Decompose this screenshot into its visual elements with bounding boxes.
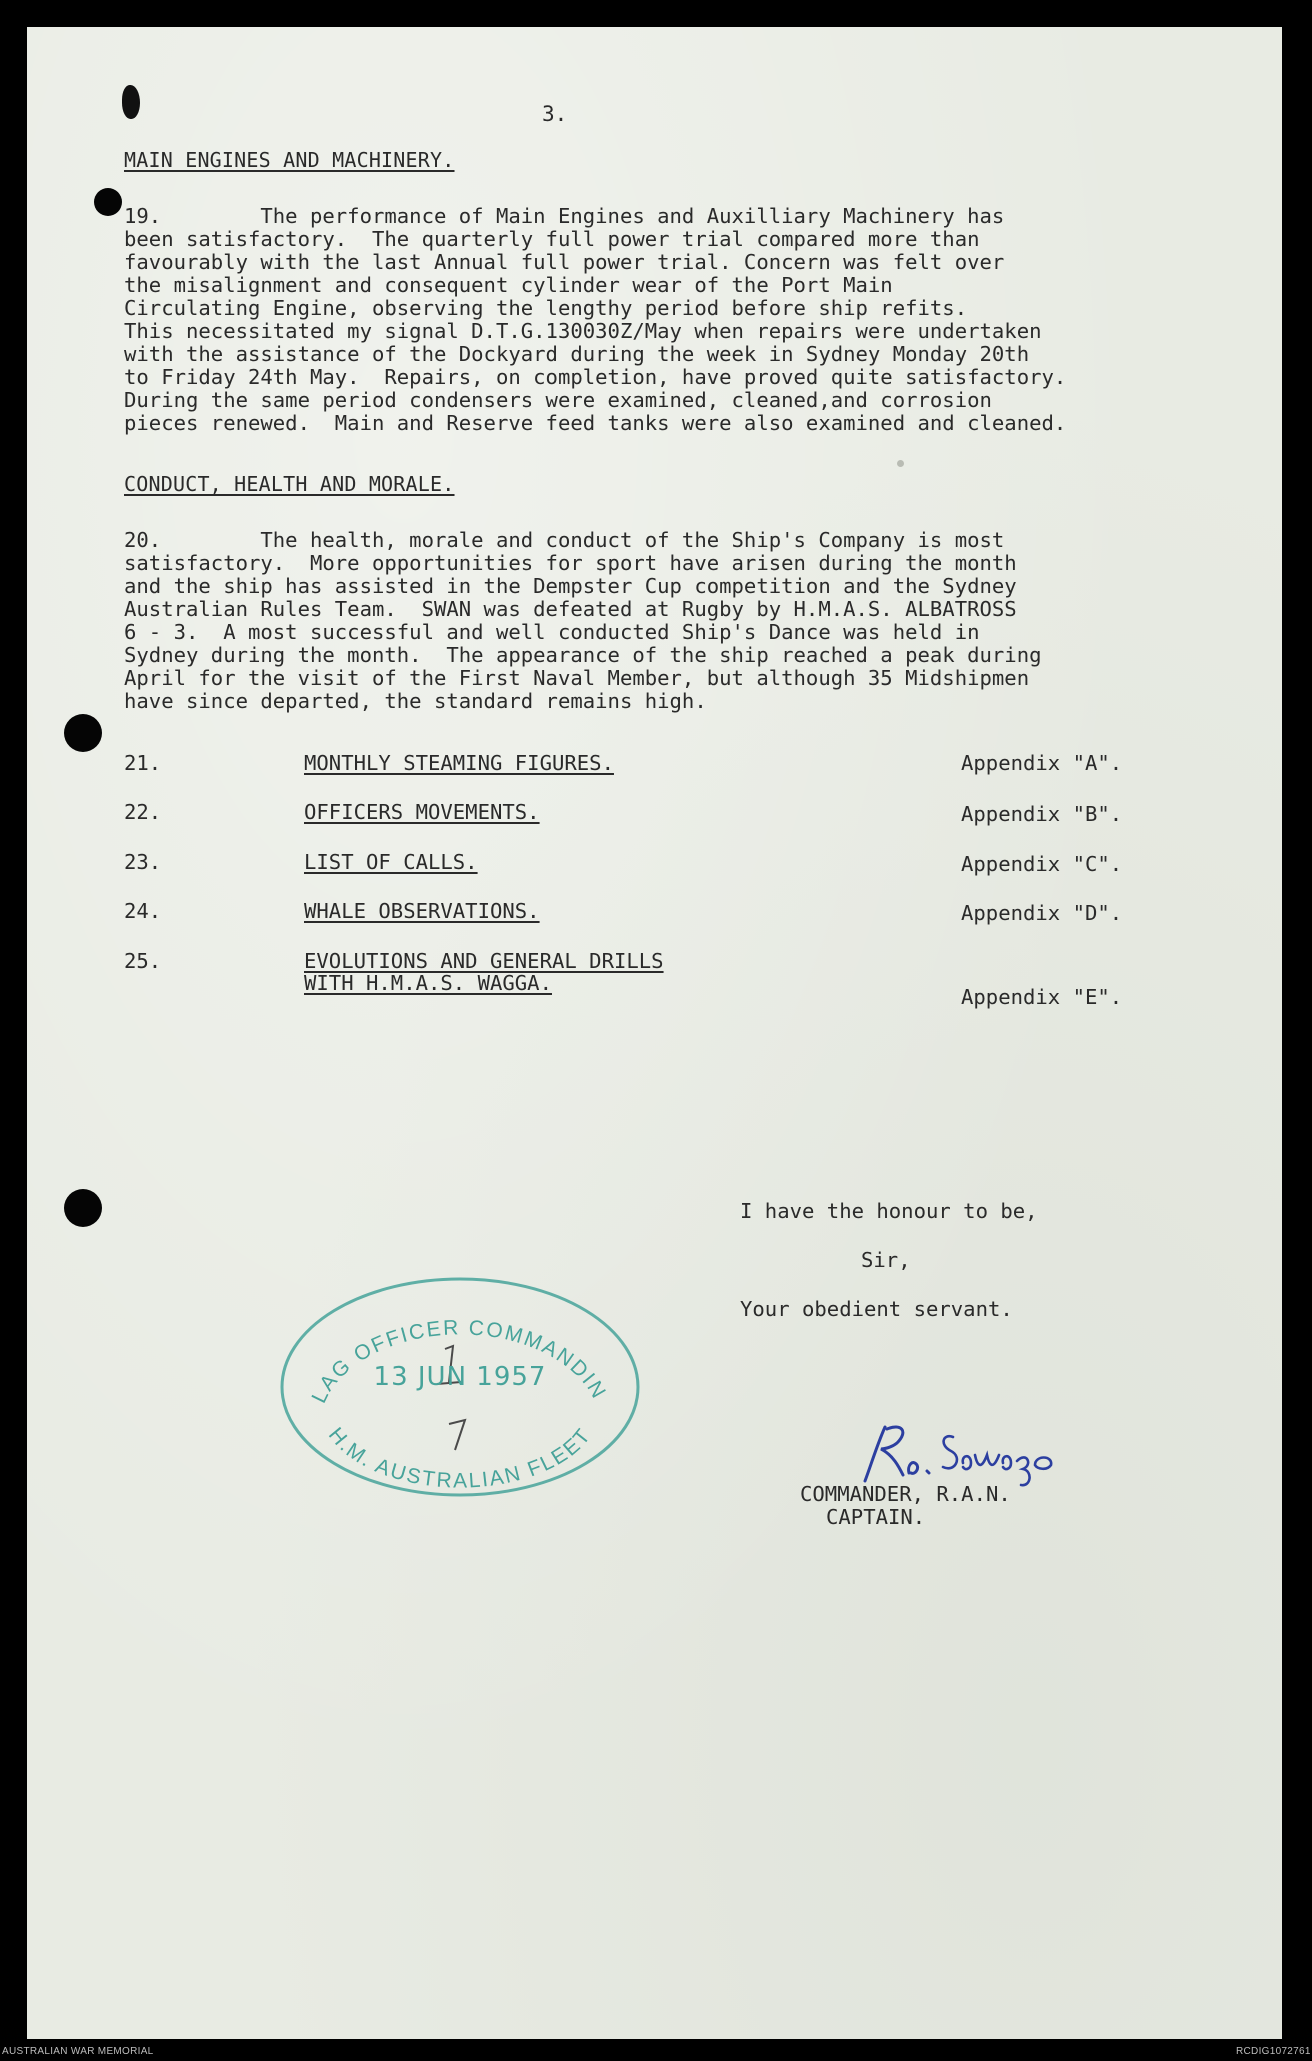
section-heading-main-engines: MAIN ENGINES AND MACHINERY. bbox=[124, 148, 455, 172]
item-title: OFFICERS MOVEMENTS. bbox=[304, 800, 540, 824]
text-line: have since departed, the standard remains high. bbox=[124, 689, 707, 713]
text-line: Australian Rules Team. SWAN was defeated at Rugby by H.M.A.S. ALBATROSS bbox=[124, 597, 1017, 621]
handwritten-signature bbox=[857, 1415, 1067, 1487]
item-number: 23. bbox=[124, 850, 162, 874]
page-number: 3. bbox=[542, 102, 568, 126]
item-number: 25. bbox=[124, 949, 162, 973]
item-number: 21. bbox=[124, 751, 162, 775]
footer-reference: RCDIG1072761 bbox=[1236, 2046, 1311, 2057]
appendix-reference: Appendix "E". bbox=[961, 985, 1123, 1009]
torn-hole bbox=[122, 85, 140, 119]
item-title: WHALE OBSERVATIONS. bbox=[304, 899, 540, 923]
text-line: and the ship has assisted in the Dempster Cup competition and the Sydney bbox=[124, 574, 1017, 598]
text-line: satisfactory. More opportunities for sport have arisen during the month bbox=[124, 551, 1017, 575]
punch-hole bbox=[64, 1189, 102, 1227]
stamp-top-text: LAG OFFICER COMMANDIN bbox=[307, 1316, 611, 1407]
stamp-bottom-text: H.M. AUSTRALIAN FLEET bbox=[323, 1423, 597, 1493]
punch-hole bbox=[64, 714, 102, 752]
appendix-reference: Appendix "C". bbox=[961, 852, 1123, 876]
text-line: favourably with the last Annual full power trial. Concern was felt over bbox=[124, 250, 1005, 274]
stamp-date: 13 JUN 1957 bbox=[373, 1362, 547, 1392]
text-line: April for the visit of the First Naval Member, but although 35 Midshipmen bbox=[124, 666, 1030, 690]
text-line: 20. The health, morale and conduct of the Ship's Company is most bbox=[124, 528, 1005, 552]
document-page bbox=[27, 27, 1282, 2039]
section-heading-conduct: CONDUCT, HEALTH AND MORALE. bbox=[124, 472, 455, 496]
text-line: to Friday 24th May. Repairs, on completion, have proved quite satisfactory. bbox=[124, 365, 1067, 389]
closing-line: I have the honour to be, bbox=[740, 1199, 1038, 1223]
received-stamp bbox=[277, 1274, 643, 1500]
appendix-reference: Appendix "B". bbox=[961, 802, 1123, 826]
item-title: LIST OF CALLS. bbox=[304, 850, 478, 874]
text-line: Sydney during the month. The appearance of the ship reached a peak during bbox=[124, 643, 1042, 667]
item-number: 22. bbox=[124, 800, 162, 824]
signatory-rank: COMMANDER, R.A.N. bbox=[800, 1482, 1011, 1506]
punch-hole bbox=[94, 188, 122, 216]
text-line: Circulating Engine, observing the lengthy period before ship refits. bbox=[124, 296, 968, 320]
text-line: 6 - 3. A most successful and well conducted Ship's Dance was held in bbox=[124, 620, 980, 644]
text-line: with the assistance of the Dockyard during the week in Sydney Monday 20th bbox=[124, 342, 1030, 366]
paper-speck bbox=[897, 460, 904, 467]
handwritten-mark bbox=[449, 1420, 465, 1450]
appendix-reference: Appendix "A". bbox=[961, 751, 1123, 775]
closing-line: Sir, bbox=[861, 1248, 911, 1272]
text-line: the misalignment and consequent cylinder wear of the Port Main bbox=[124, 273, 893, 297]
closing-line: Your obedient servant. bbox=[740, 1297, 1013, 1321]
item-number: 24. bbox=[124, 899, 162, 923]
item-title: MONTHLY STEAMING FIGURES. bbox=[304, 751, 614, 775]
item-title: EVOLUTIONS AND GENERAL DRILLS WITH H.M.A.S. WAGGA. bbox=[304, 949, 664, 995]
appendix-reference: Appendix "D". bbox=[961, 901, 1123, 925]
signatory-title: CAPTAIN. bbox=[826, 1505, 926, 1529]
text-line: This necessitated my signal D.T.G.130030Z/May when repairs were undertaken bbox=[124, 319, 1042, 343]
text-line: 19. The performance of Main Engines and Auxilliary Machinery has bbox=[124, 204, 1005, 228]
text-line: During the same period condensers were examined, cleaned,and corrosion bbox=[124, 388, 992, 412]
text-line: been satisfactory. The quarterly full power trial compared more than bbox=[124, 227, 980, 251]
footer-institution: AUSTRALIAN WAR MEMORIAL bbox=[2, 2046, 154, 2057]
text-line: pieces renewed. Main and Reserve feed tanks were also examined and cleaned. bbox=[124, 411, 1067, 435]
